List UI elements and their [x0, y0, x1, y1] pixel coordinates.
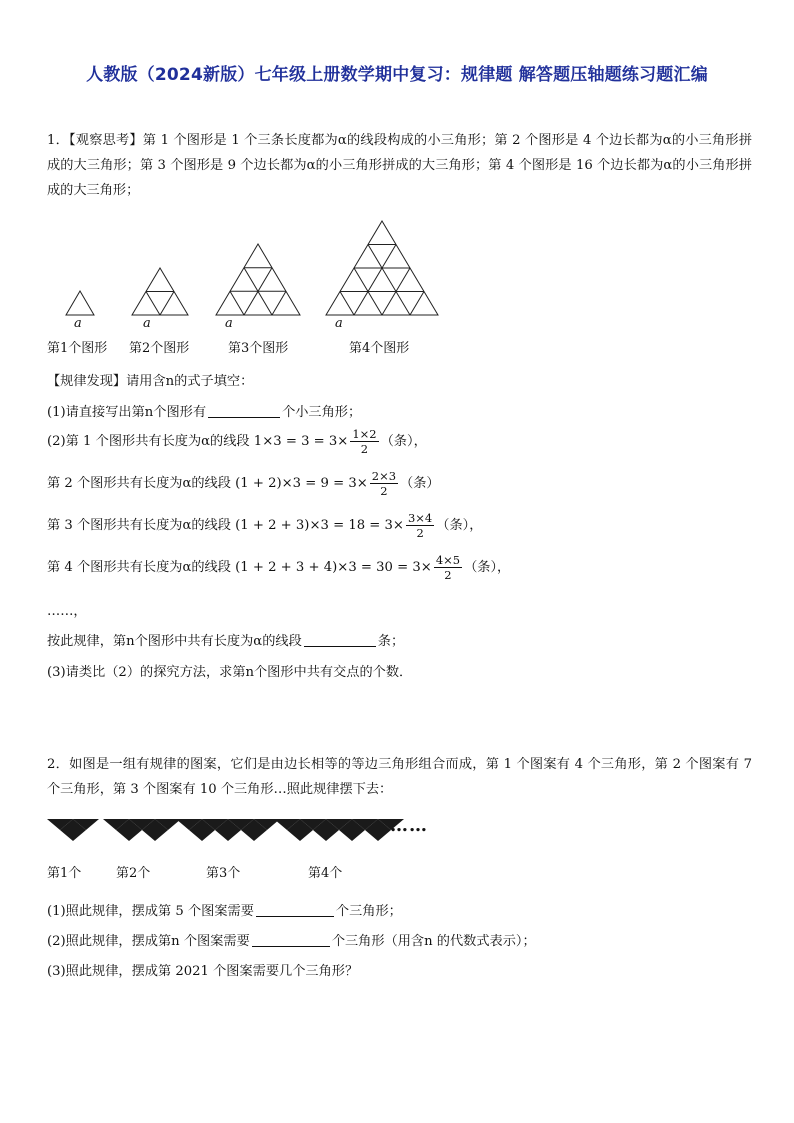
q1-fig-caption-2: 第2个图形 — [129, 341, 190, 356]
q1-figure-2 — [132, 268, 188, 315]
q1-row2-pre: 第 2 个图形共有长度为α的线段 (1 + 2)×3 = 9 = 3× — [47, 476, 368, 491]
q2-pattern-3-triangle — [215, 830, 241, 841]
q1-part2-blank[interactable] — [304, 633, 376, 647]
q2-part2 — [47, 930, 536, 949]
q2-fig-caption-1: 第1个 — [47, 866, 82, 881]
q1-part2-rule-pre: 按此规律，第n个图形中共有长度为α的线段 — [47, 634, 302, 649]
q1-row4-fraction: $\frac{4\times 5}{2}$ — [435, 553, 461, 582]
q1-row4-pre: 第 4 个图形共有长度为α的线段 (1 + 2 + 3 + 4)×3 = 30 = 3× — [47, 560, 432, 575]
q2-part3: (3)照此规律，摆成第 2021 个图案需要几个三角形？ — [47, 964, 359, 979]
q1-side-label-3: a — [225, 316, 233, 331]
q1-figure-3 — [216, 244, 300, 315]
q1-part2-row-2 — [47, 469, 440, 498]
q1-figure-4 — [326, 221, 438, 315]
q2-pattern-4-triangle — [339, 830, 365, 841]
q1-fig-caption-1: 第1个图形 — [47, 341, 108, 356]
q1-fig-caption-3: 第3个图形 — [228, 341, 289, 356]
q1-row3-fraction: $\frac{3\times 4}{2}$ — [407, 511, 433, 540]
q1-row1-fraction: $\frac{1\times 2}{2}$ — [352, 427, 377, 456]
q2-part1 — [47, 900, 402, 919]
q1-fig-caption-4: 第4个图形 — [349, 341, 410, 356]
q1-part2-row-4 — [47, 553, 510, 582]
q1-ellipsis: ……， — [47, 604, 87, 619]
q1-figures — [0, 215, 794, 355]
q2-fig-caption-2: 第2个 — [116, 866, 151, 881]
q2-part2-blank[interactable] — [252, 933, 330, 947]
q1-row2-post: （条） — [400, 476, 440, 491]
q1-part1 — [47, 401, 361, 420]
q2-part2-pre: (2)照此规律，摆成第n 个图案需要 — [47, 934, 250, 949]
q2-fig-caption-3: 第3个 — [206, 866, 241, 881]
q1-row2-fraction: $\frac{2\times 3}{2}$ — [371, 469, 397, 498]
q1-row4-post: （条）， — [464, 560, 511, 575]
q2-pattern-4-triangle — [365, 830, 391, 841]
q1-rule-title: 【规律发现】请用含n的式子填空： — [47, 374, 254, 389]
q2-pattern-1-triangle — [60, 830, 86, 841]
q2-pattern-2-triangle — [116, 830, 142, 841]
q1-part2-rule — [47, 630, 404, 649]
q2-pattern-4-triangle — [313, 830, 339, 841]
q2-fig-caption-4: 第4个 — [308, 866, 343, 881]
q1-number: 1． — [47, 133, 69, 148]
q1-part2-row-3 — [47, 511, 482, 540]
q1-intro-text: 第 1 个图形是 1 个三条长度都为α的线段构成的小三角形；第 2 个图形是 4 个边长都为α的小三角形拼成的大三角形；第 3 个图形是 9 个边长都为α的小三角形拼成的大三角形；第 4 个图形是 16 个边长都为α的小三角形拼成的大三角形； — [47, 133, 753, 198]
q1-row1-pre: (2)第 1 个图形共有长度为α的线段 1×3 = 3 = 3× — [47, 434, 349, 449]
q2-pattern-3-triangle — [241, 830, 267, 841]
q2-intro: 2．如图是一组有规律的图案，它们是由边长相等的等边三角形组合而成，第 1 个图案有 4 个三角形，第 2 个图案有 7 个三角形，第 3 个图案有 10 个三角形…照此规律摆下去： — [47, 757, 752, 797]
q1-part1-pre: (1)请直接写出第n个图形有 — [47, 405, 207, 420]
q1-intro — [47, 128, 752, 203]
q1-part2-row-1 — [47, 427, 427, 456]
q2-part1-pre: (1)照此规律，摆成第 5 个图案需要 — [47, 904, 254, 919]
page-title: 人教版（2024新版）七年级上册数学期中复习：规律题 解答题压轴题练习题汇编 — [86, 65, 708, 85]
q2-pattern-3-triangle — [189, 830, 215, 841]
q2-pattern-4-triangle — [287, 830, 313, 841]
q1-row1-post: （条）， — [380, 434, 427, 449]
q1-part1-post: 个小三角形； — [282, 405, 362, 420]
q1-tag: 【观察思考】 — [69, 133, 143, 148]
q1-part1-blank[interactable] — [208, 404, 280, 418]
q2-part2-post: 个三角形（用含n 的代数式表示）； — [331, 934, 536, 949]
q1-side-label-4: a — [335, 316, 343, 331]
q1-part3: (3)请类比（2）的探究方法，求第n个图形中共有交点的个数． — [47, 665, 413, 680]
q1-side-label-2: a — [143, 316, 151, 331]
q1-part2-rule-post: 条； — [377, 634, 405, 649]
q1-side-label-1: a — [74, 316, 82, 331]
q1-figure-1 — [66, 291, 94, 315]
q2-part1-blank[interactable] — [256, 903, 334, 917]
q2-pattern-2-triangle — [142, 830, 168, 841]
q1-row3-pre: 第 3 个图形共有长度为α的线段 (1 + 2 + 3)×3 = 18 = 3× — [47, 518, 404, 533]
q2-part1-post: 个三角形； — [335, 904, 402, 919]
q2-dots: …… — [390, 815, 428, 836]
q1-row3-post: （条）， — [436, 518, 483, 533]
